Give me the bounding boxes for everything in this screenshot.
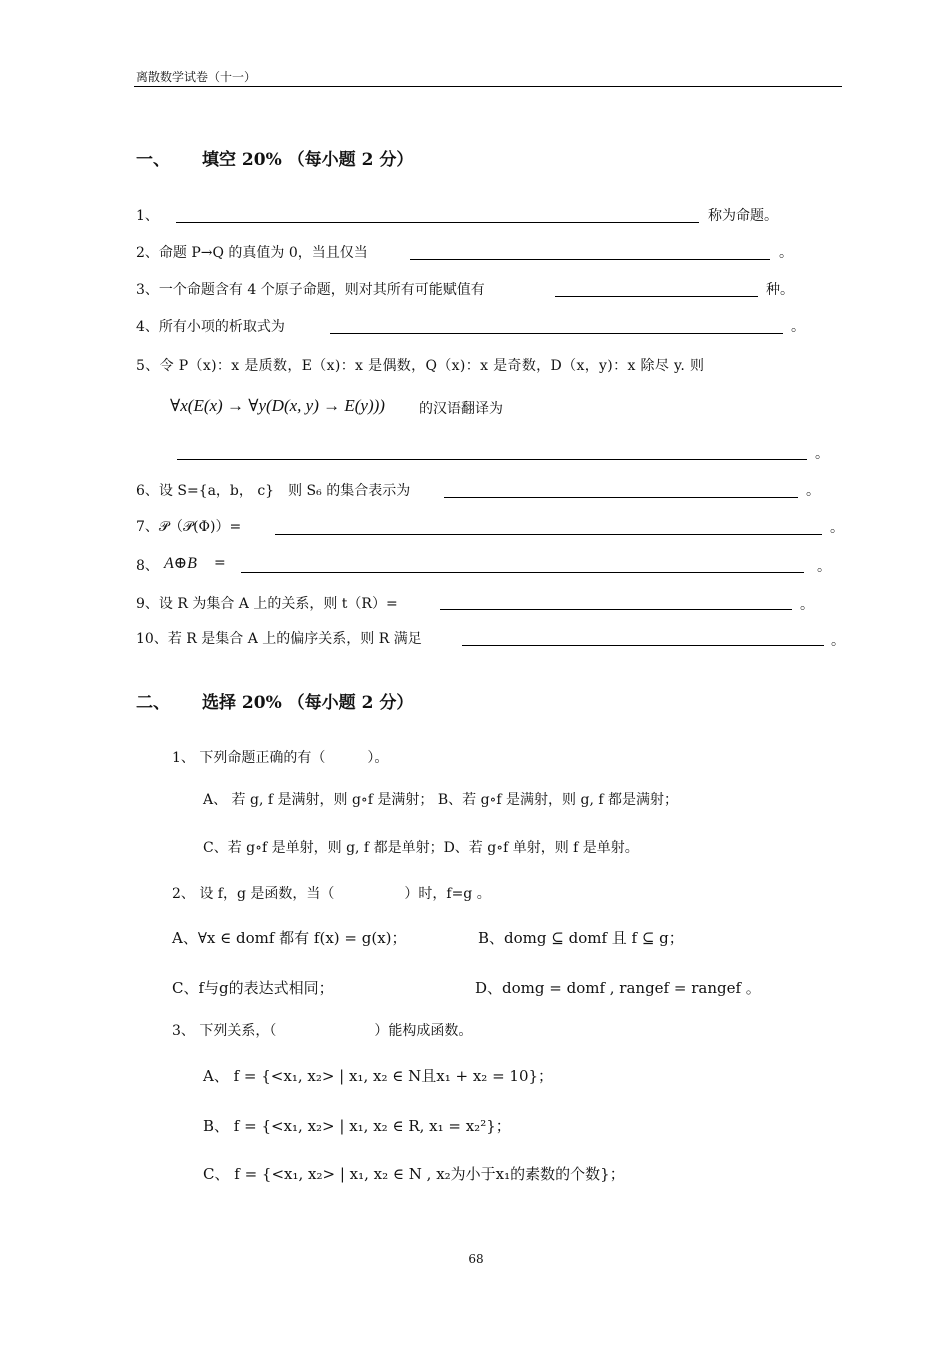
q7-answer-line[interactable] [275, 534, 822, 535]
q4-text: 4、所有小项的析取式为 [136, 319, 285, 335]
q10-answer-line[interactable] [462, 645, 824, 646]
q5-text: 5、令 P（x)：x 是质数，E（x)：x 是偶数，Q（x)：x 是奇数，D（x，y)：x 除尽 y. 则 [136, 358, 705, 374]
q1-suffix: 称为命题。 [708, 208, 778, 224]
q3-text: 3、一个命题含有 4 个原子命题，则对其所有可能赋值有 [136, 282, 485, 298]
q5-end: 。 [815, 446, 829, 462]
q3-end: 种。 [766, 282, 794, 298]
s2-q2-option-c: C、f与g的表达式相同； [172, 979, 334, 997]
q8-answer-line[interactable] [241, 572, 804, 573]
s2-q1-stem: 1、 下列命题正确的有（ ）。 [172, 750, 389, 766]
s2-q3-option-a: A、 f = {<x₁, x₂> | x₁, x₂ ∈ N且x₁ + x₂ = 10}； [203, 1067, 554, 1085]
header-rule [134, 86, 842, 87]
q4-answer-line[interactable] [330, 333, 783, 334]
s2-q1-option-ab: A、 若 g, f 是满射，则 g∘f 是满射； B、若 g∘f 是满射，则 g, f 都是满射； [203, 792, 679, 808]
q9-answer-line[interactable] [440, 609, 792, 610]
q6-answer-line[interactable] [444, 497, 798, 498]
s2-q2-stem: 2、 设 f，g 是函数，当（ ）时，f=g 。 [172, 886, 491, 902]
q5-formula-suffix: 的汉语翻译为 [419, 401, 503, 417]
q9-end: 。 [800, 597, 814, 613]
q5-answer-line[interactable] [177, 459, 807, 460]
s2-q2-option-a: A、∀x ∈ domf 都有 f(x) = g(x)； [172, 929, 407, 947]
page-number: 68 [468, 1252, 484, 1266]
section1-number: 一、 [136, 150, 170, 170]
q10-text: 10、若 R 是集合 A 上的偏序关系，则 R 满足 [136, 631, 422, 647]
q3-answer-line[interactable] [555, 296, 758, 297]
section2-number: 二、 [136, 693, 170, 713]
s2-q3-option-c: C、 f = {<x₁, x₂> | x₁, x₂ ∈ N , x₂为小于x₁的素数的个数}； [203, 1165, 625, 1183]
q8-equals: = [214, 555, 226, 571]
section1-title: 填空 20% （每小题 2 分） [202, 150, 414, 170]
exam-header-title: 离散数学试卷（十一） [136, 70, 257, 84]
q2-answer-line[interactable] [410, 259, 770, 260]
section2-title: 选择 20% （每小题 2 分） [202, 693, 414, 713]
s2-q3-option-b: B、 f = {<x₁, x₂> | x₁, x₂ ∈ R, x₁ = x₂²}； [203, 1117, 511, 1135]
q8-number: 8、 [136, 558, 159, 574]
s2-q1-option-cd: C、若 g∘f 是单射，则 g, f 都是单射；D、若 g∘f 单射，则 f 是单射。 [203, 840, 639, 856]
q7-text: 7、𝒫（𝒫(Φ)）= [136, 519, 242, 535]
q6-end: 。 [806, 483, 820, 499]
q5-formula: ∀x(E(x) → ∀y(D(x, y) → E(y))) [170, 396, 385, 415]
q1-answer-line[interactable] [176, 222, 699, 223]
q2-end: 。 [779, 245, 793, 261]
q9-text: 9、设 R 为集合 A 上的关系，则 t（R）= [136, 596, 398, 612]
q4-end: 。 [791, 319, 805, 335]
q2-text: 2、命题 P→Q 的真值为 0，当且仅当 [136, 245, 368, 261]
s2-q3-stem: 3、 下列关系，（ ）能构成函数。 [172, 1023, 473, 1039]
q1-number: 1、 [136, 208, 159, 224]
q8-formula: A⊕B [164, 555, 197, 572]
s2-q2-option-b: B、domg ⊆ domf 且 f ⊆ g； [478, 929, 684, 947]
q6-text: 6、设 S={a，b， c} 则 S₆ 的集合表示为 [136, 483, 411, 499]
q8-end: 。 [817, 559, 831, 575]
q10-end: 。 [831, 633, 845, 649]
q7-end: 。 [830, 520, 844, 536]
s2-q2-option-d: D、domg = domf , rangef = rangef 。 [475, 979, 761, 997]
